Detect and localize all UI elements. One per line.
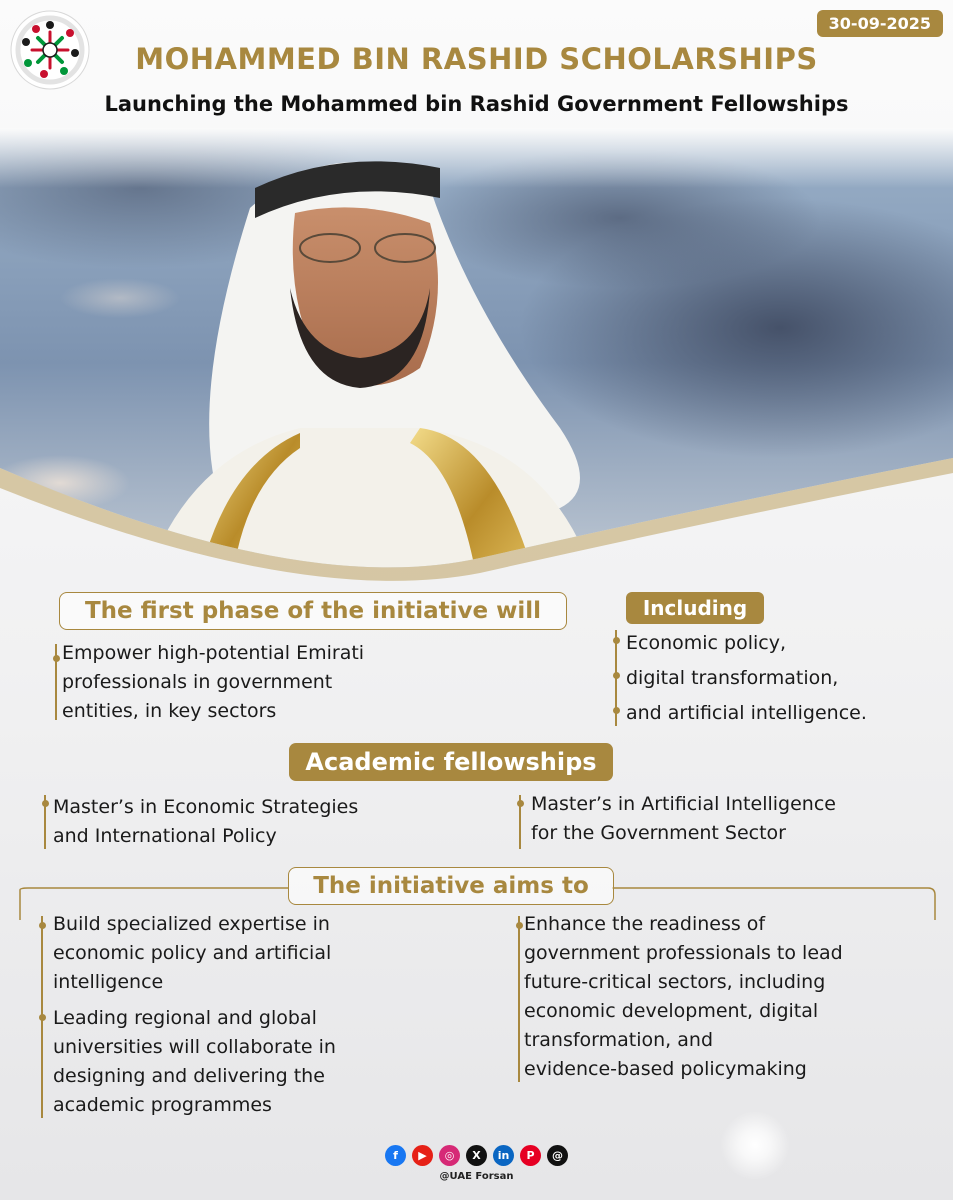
fellowship-right-dot [517, 800, 524, 807]
aims-left-line-text: Build specialized expertise in [53, 913, 330, 935]
aims-right-line-text: evidence-based policymaking [524, 1058, 807, 1080]
including-list [626, 626, 946, 731]
aims-left-block-2 [53, 1004, 473, 1120]
fellowships-heading: Academic fellowships [289, 743, 613, 781]
facebook-icon[interactable]: f [385, 1145, 406, 1166]
aims-left-dot [39, 922, 46, 929]
aims-right-line-text: Enhance the readiness of [524, 913, 766, 935]
aims-right-dot [516, 922, 523, 929]
fellowship-left-dot [42, 800, 49, 807]
account-handle: @UAE Forsan [439, 1171, 514, 1182]
aims-left-line-text: Leading regional and global [53, 1007, 317, 1029]
including-bullet-dot [613, 672, 620, 679]
fellowship-right-line-text: for the Government Sector [531, 822, 786, 844]
including-bullet-dot [613, 637, 620, 644]
page-title: MOHAMMED BIN RASHID SCHOLARSHIPS [135, 42, 818, 76]
aims-left-line-text: designing and delivering the [53, 1065, 325, 1087]
threads-icon[interactable]: @ [547, 1145, 568, 1166]
aims-right-line-text: transformation, and [524, 1029, 714, 1051]
fellowship-left-line-text: and International Policy [53, 825, 277, 847]
aims-right-line [518, 916, 520, 1082]
including-item: digital transformation, [626, 667, 839, 689]
phase-line: Empower high-potential Emirati [62, 642, 365, 664]
aims-left-line-text: universities will collaborate in [53, 1036, 336, 1058]
phase-line: entities, in key sectors [62, 700, 277, 722]
including-heading: Including [626, 592, 764, 624]
aims-heading: The initiative aims to [288, 867, 614, 905]
aims-left-line-text: economic policy and artificial [53, 942, 332, 964]
x-icon[interactable]: X [466, 1145, 487, 1166]
phase-line: professionals in government [62, 671, 333, 693]
aims-left-block-1 [53, 910, 473, 997]
pinterest-icon[interactable]: P [520, 1145, 541, 1166]
instagram-icon[interactable]: ◎ [439, 1145, 460, 1166]
fellowship-right-line-text: Master’s in Artificial Intelligence [531, 793, 836, 815]
including-item: Economic policy, [626, 632, 786, 654]
aims-left-line-text: academic programmes [53, 1094, 272, 1116]
fellowship-right-text [531, 790, 931, 848]
aims-right-block [524, 910, 944, 1084]
including-bullet-dot [613, 707, 620, 714]
aims-left-dot [39, 1014, 46, 1021]
social-icons [0, 1145, 953, 1166]
phase-text [62, 639, 442, 726]
including-item: and artificial intelligence. [626, 702, 867, 724]
phase-bullet-dot [53, 655, 60, 662]
fellowship-left-line-text: Master’s in Economic Strategies [53, 796, 359, 818]
aims-right-line-text: future-critical sectors, including [524, 971, 826, 993]
phase-heading: The first phase of the initiative will [59, 592, 567, 630]
linkedin-icon[interactable]: in [493, 1145, 514, 1166]
aims-right-line-text: economic development, digital [524, 1000, 819, 1022]
date-badge: 30-09-2025 [817, 10, 943, 37]
page-subtitle: Launching the Mohammed bin Rashid Government Fellowships [104, 92, 849, 116]
fellowship-left-text [53, 793, 453, 851]
youtube-icon[interactable]: ▶ [412, 1145, 433, 1166]
hero-portrait-image [0, 128, 953, 598]
aims-left-line-text: intelligence [53, 971, 164, 993]
aims-right-line-text: government professionals to lead [524, 942, 843, 964]
